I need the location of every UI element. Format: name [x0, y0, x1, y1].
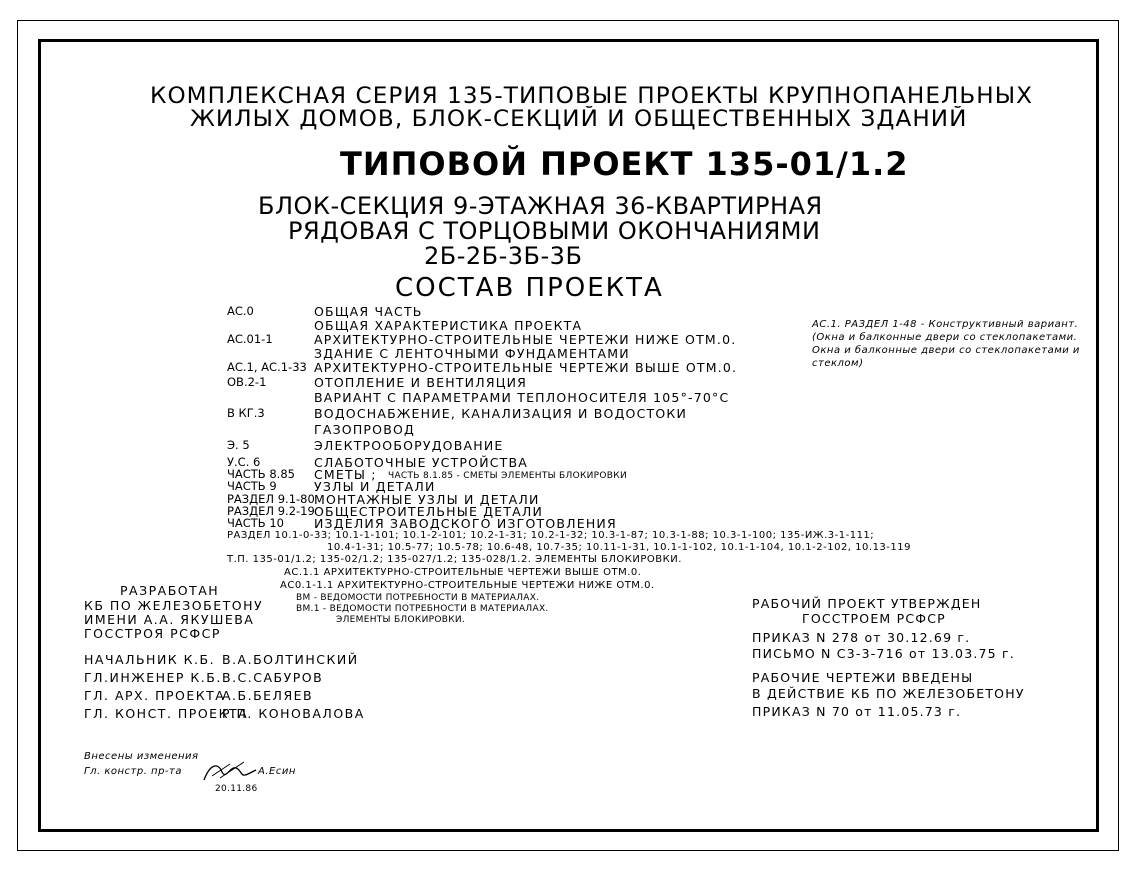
staff-role: ГЛ. КОНСТ. ПРОЕКТА: [84, 706, 249, 721]
changes-signer: А.Есин: [258, 766, 296, 777]
content-text: СЛАБОТОЧНЫЕ УСТРОЙСТВА: [314, 455, 529, 470]
content-text: АРХИТЕКТУРНО-СТРОИТЕЛЬНЫЕ ЧЕРТЕЖИ НИЖЕ ОТМ.0.: [314, 332, 737, 347]
content-text: ОБЩАЯ ЧАСТЬ: [314, 304, 423, 319]
project-desc-line3: 2Б-2Б-3Б-3Б: [424, 242, 583, 270]
content-text: МОНТАЖНЫЕ УЗЛЫ И ДЕТАЛИ: [314, 492, 540, 507]
project-desc-line1: БЛОК-СЕКЦИЯ 9-ЭТАЖНАЯ 36-КВАРТИРНАЯ: [258, 192, 823, 220]
razdel10-line8: ЭЛЕМЕНТЫ БЛОКИРОВКИ.: [336, 615, 466, 625]
content-code: АС.01-1: [227, 332, 273, 346]
approval-line1: РАБОЧИЙ ПРОЕКТ УТВЕРЖДЕН: [752, 596, 982, 611]
content-text: ЗДАНИЕ С ЛЕНТОЧНЫМИ ФУНДАМЕНТАМИ: [314, 346, 630, 361]
developer-line3: ГОССТРОЯ РСФСР: [84, 626, 221, 641]
razdel10-line4: АС.1.1 АРХИТЕКТУРНО-СТРОИТЕЛЬНЫЕ ЧЕРТЕЖИ ВЫШЕ ОТМ.0.: [284, 567, 642, 578]
approval-line7: ПРИКАЗ N 70 от 11.05.73 г.: [752, 704, 962, 719]
series-title-line2: ЖИЛЫХ ДОМОВ, БЛОК-СЕКЦИЙ И ОБЩЕСТВЕННЫХ ЗДАНИЙ: [190, 107, 968, 132]
approval-line5: РАБОЧИЕ ЧЕРТЕЖИ ВВЕДЕНЫ: [752, 670, 974, 685]
razdel10-line7: ВМ.1 - ВЕДОМОСТИ ПОТРЕБНОСТИ В МАТЕРИАЛАХ.: [296, 604, 549, 614]
content-code: ЧАСТЬ 9: [227, 479, 277, 493]
changes-line2: Гл. констр. пр-та: [84, 766, 182, 777]
staff-role: ГЛ. АРХ. ПРОЕКТА: [84, 688, 226, 703]
developer-line1: КБ ПО ЖЕЛЕЗОБЕТОНУ: [84, 598, 264, 613]
smeta-note: ЧАСТЬ 8.1.85 - СМЕТЫ ЭЛЕМЕНТЫ БЛОКИРОВКИ: [388, 471, 627, 481]
staff-name: А.Б.БЕЛЯЕВ: [222, 688, 314, 703]
content-text: СМЕТЫ ;: [314, 467, 377, 482]
content-code: ЧАСТЬ 10: [227, 516, 284, 530]
staff-role: ГЛ.ИНЖЕНЕР К.Б.: [84, 670, 222, 685]
staff-name: Р.П. КОНОВАЛОВА: [222, 706, 365, 721]
razdel10-line1: РАЗДЕЛ 10.1-0-33; 10.1-1-101; 10.1-2-101; 10.2-1-31; 10.2-1-32; 10.3-1-87; 10.3-1-88; 10.3-1-100; 135-ИЖ.3-1-111;: [227, 530, 875, 541]
project-desc-line2: РЯДОВАЯ С ТОРЦОВЫМИ ОКОНЧАНИЯМИ: [288, 217, 821, 245]
content-code: ЧАСТЬ 8.85: [227, 467, 295, 481]
content-code: Э. 5: [227, 438, 250, 452]
content-text: АРХИТЕКТУРНО-СТРОИТЕЛЬНЫЕ ЧЕРТЕЖИ ВЫШЕ ОТМ.0.: [314, 360, 738, 375]
approval-line2: ГОССТРОЕМ РСФСР: [802, 611, 946, 626]
content-text: ОТОПЛЕНИЕ И ВЕНТИЛЯЦИЯ: [314, 375, 528, 390]
razdel10-line2: 10.4-1-31; 10.5-77; 10.5-78; 10.6-48, 10.7-35; 10.11-1-31, 10.1-1-102, 10.1-1-104, 10.1-2-102, 10.13-119: [327, 542, 911, 553]
staff-name: В.А.БОЛТИНСКИЙ: [222, 652, 359, 667]
approval-line3: ПРИКАЗ N 278 от 30.12.69 г.: [752, 630, 971, 645]
approval-line6: В ДЕЙСТВИЕ КБ ПО ЖЕЛЕЗОБЕТОНУ: [752, 686, 1025, 701]
content-text: УЗЛЫ И ДЕТАЛИ: [314, 479, 436, 494]
content-code: РАЗДЕЛ 9.1-80: [227, 492, 315, 506]
staff-name: В.С.САБУРОВ: [222, 670, 324, 685]
project-number: ТИПОВОЙ ПРОЕКТ 135-01/1.2: [340, 145, 909, 183]
content-text: ИЗДЕЛИЯ ЗАВОДСКОГО ИЗГОТОВЛЕНИЯ: [314, 516, 617, 531]
developer-title: РАЗРАБОТАН: [120, 583, 220, 598]
changes-date: 20.11.86: [215, 784, 258, 794]
developer-line2: ИМЕНИ А.А. ЯКУШЕВА: [84, 612, 255, 627]
content-text: ГАЗОПРОВОД: [314, 422, 415, 437]
razdel10-line3: Т.П. 135-01/1.2; 135-02/1.2; 135-027/1.2; 135-028/1.2. ЭЛЕМЕНТЫ БЛОКИРОВКИ.: [227, 554, 682, 565]
content-text: ОБЩАЯ ХАРАКТЕРИСТИКА ПРОЕКТА: [314, 318, 583, 333]
content-code: В КГ.3: [227, 406, 265, 420]
razdel10-line6: ВМ - ВЕДОМОСТИ ПОТРЕБНОСТИ В МАТЕРИАЛАХ.: [296, 593, 540, 603]
content-text: ВОДОСНАБЖЕНИЕ, КАНАЛИЗАЦИЯ И ВОДОСТОКИ: [314, 406, 688, 421]
changes-line1: Внесены изменения: [84, 751, 199, 762]
approval-line4: ПИСЬМО N С3-3-716 от 13.03.75 г.: [752, 646, 1015, 661]
content-code: ОВ.2-1: [227, 375, 267, 389]
content-code: У.С. 6: [227, 455, 261, 469]
content-code: АС.0: [227, 304, 254, 318]
content-code: РАЗДЕЛ 9.2-19: [227, 504, 315, 518]
razdel10-line5: АС0.1-1.1 АРХИТЕКТУРНО-СТРОИТЕЛЬНЫЕ ЧЕРТЕЖИ НИЖЕ ОТМ.0.: [280, 580, 655, 591]
content-text: ЭЛЕКТРООБОРУДОВАНИЕ: [314, 438, 504, 453]
content-text: ОБЩЕСТРОИТЕЛЬНЫЕ ДЕТАЛИ: [314, 504, 544, 519]
composition-title: СОСТАВ ПРОЕКТА: [395, 273, 664, 303]
staff-role: НАЧАЛЬНИК К.Б.: [84, 652, 216, 667]
content-code: АС.1, АС.1-33: [227, 360, 307, 374]
content-text: ВАРИАНТ С ПАРАМЕТРАМИ ТЕПЛОНОСИТЕЛЯ 105°-70°С: [314, 390, 730, 405]
signature-icon: [200, 758, 260, 786]
side-note: АС.1. РАЗДЕЛ 1-48 - Конструктивный вариант. (Окна и балконные двери со стеклопакетами. Окна и балконные двери со стеклопакетами и стеклом): [812, 319, 1080, 369]
series-title-line1: КОМПЛЕКСНАЯ СЕРИЯ 135-ТИПОВЫЕ ПРОЕКТЫ КРУПНОПАНЕЛЬНЫХ: [150, 84, 1034, 109]
